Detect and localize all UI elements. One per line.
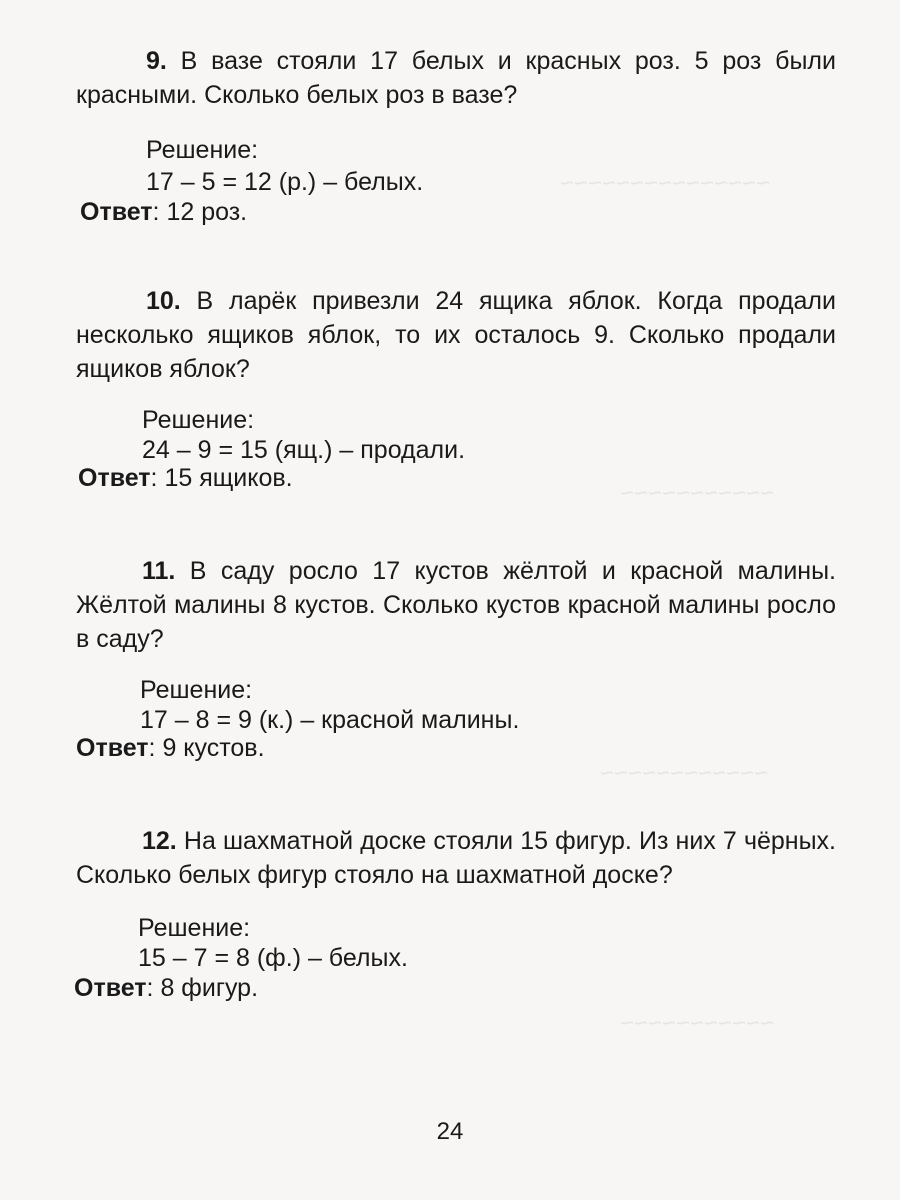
problem-9-solution-label: Решение:: [146, 136, 259, 164]
problem-9-statement: В вазе стояли 17 белых и красных роз. 5 роз были красными. Сколько белых роз в вазе?: [76, 47, 836, 109]
problem-11-text: [76, 554, 836, 656]
show-through-decoration: ~~~~~~~~~~~~: [600, 760, 769, 787]
problem-12-solution-label: Решение:: [138, 914, 251, 942]
problem-12-number: 12.: [142, 827, 177, 855]
problem-12-solution: 15 – 7 = 8 (ф.) – белых.: [138, 944, 408, 972]
problem-10-answer-value: : 15 ящиков.: [150, 464, 293, 492]
show-through-decoration: ~~~~~~~~~~~: [620, 1010, 775, 1037]
problem-10-number: 10.: [146, 287, 181, 315]
problem-12-text: [76, 824, 836, 892]
problem-10-text: [76, 284, 836, 386]
problem-11-answer: [76, 732, 265, 764]
problem-9-answer-label: Ответ: [80, 198, 153, 226]
problem-9-answer-value: : 12 роз.: [152, 198, 248, 226]
problem-11-solution: 17 – 8 = 9 (к.) – красной малины.: [140, 706, 520, 734]
problem-11-solution-label: Решение:: [140, 676, 253, 704]
problem-9-text: [76, 44, 836, 112]
problem-10-answer: [78, 462, 293, 494]
problem-10-solution-label: Решение:: [142, 406, 255, 434]
problem-11-number: 11.: [142, 557, 176, 585]
problem-12-answer-value: : 8 фигур.: [146, 974, 259, 1002]
problem-12-answer-label: Ответ: [74, 974, 147, 1002]
problem-12-answer: [74, 972, 258, 1004]
problem-10-answer-label: Ответ: [78, 464, 151, 492]
page-number: 24: [436, 1118, 464, 1145]
show-through-decoration: ~~~~~~~~~~~: [620, 480, 775, 507]
problem-9-solution: 17 – 5 = 12 (р.) – белых.: [146, 168, 424, 196]
problem-9-number: 9.: [146, 47, 167, 75]
show-through-decoration: ~~~~~~~~~~~~~~~: [560, 170, 771, 197]
problem-10-solution: 24 – 9 = 15 (ящ.) – продали.: [142, 436, 466, 464]
problem-9-answer: [80, 196, 247, 228]
problem-11-answer-value: : 9 кустов.: [148, 734, 265, 762]
problem-11-answer-label: Ответ: [76, 734, 149, 762]
problem-11-statement: В саду росло 17 кустов жёлтой и красной малины. Жёлтой малины 8 кустов. Сколько кустов красной малины росло в саду?: [76, 557, 836, 653]
problem-10-statement: В ларёк привезли 24 ящика яблок. Когда продали несколько ящиков яблок, то их осталось 9. Сколько продали ящиков яблок?: [76, 287, 836, 383]
problem-12-statement: На шахматной доске стояли 15 фигур. Из них 7 чёрных. Сколько белых фигур стояло на шахматной доске?: [76, 827, 836, 889]
